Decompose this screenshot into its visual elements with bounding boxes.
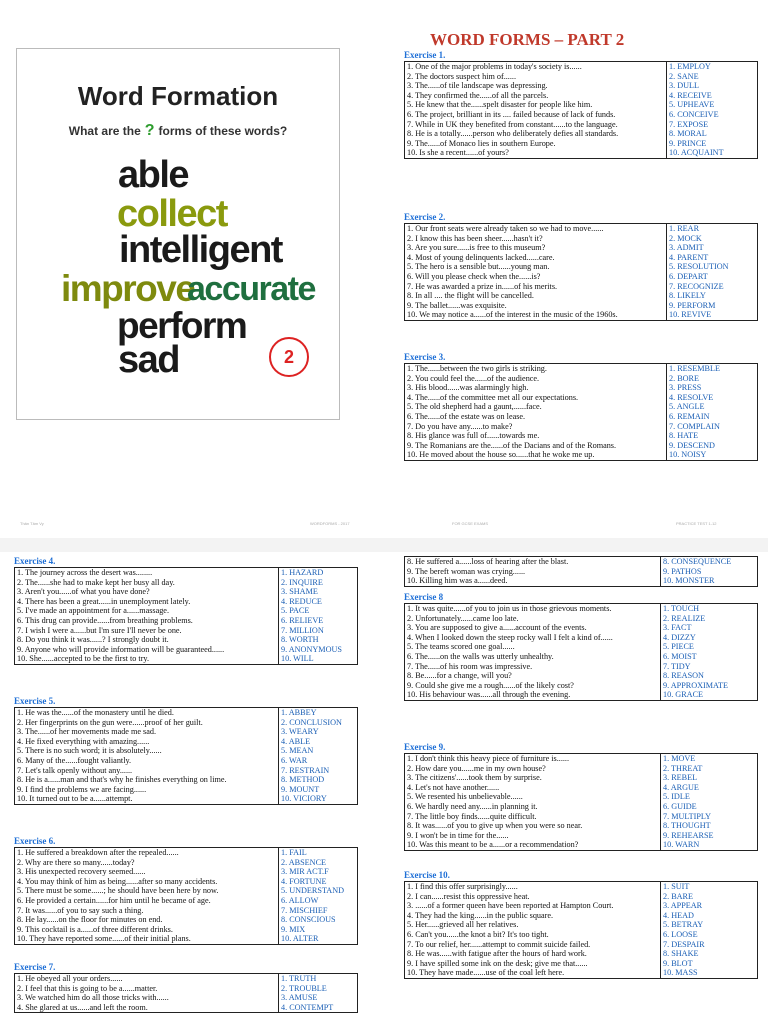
answer-word: 1. MOVE xyxy=(663,754,696,763)
questions-column xyxy=(15,568,279,665)
exercise-5 xyxy=(14,696,358,805)
question-line: 6. The......on the walls was utterly unhealthy. xyxy=(407,651,554,661)
question-line: 10. Was this meant to be a......or a recommendation? xyxy=(407,840,579,850)
question-line: 5. The hero is a sensible but......young man. xyxy=(407,262,550,272)
question-line: 9. The......of Monaco lies in southern Europe. xyxy=(407,138,556,148)
exercise-table xyxy=(404,61,758,159)
answer-word: 10. GRACE xyxy=(663,690,704,700)
answer-word: 2. BORE xyxy=(669,373,700,383)
question-line: 3. The......of her movements made me sad. xyxy=(17,727,156,737)
answer-word: 9. REHEARSE xyxy=(663,830,714,840)
answer-word: 7. RESTRAIN xyxy=(281,765,330,775)
answer-word: 1. TOUCH xyxy=(663,604,700,613)
question-line: 5. We resented his unbelievable...... xyxy=(407,792,523,802)
answer-word: 9. APPROXIMATE xyxy=(663,680,729,690)
questions-column xyxy=(15,974,279,1013)
answer-word: 10. MONSTER xyxy=(663,576,715,586)
answer-word: 10. ALTER xyxy=(281,934,319,944)
question-line: 3. His blood......was alarmingly high. xyxy=(407,383,529,393)
questions-column xyxy=(405,557,661,587)
answer-word: 8. HATE xyxy=(669,431,699,441)
answer-word: 4. FORTUNE xyxy=(281,876,327,886)
question-line: 4. Let's not have another...... xyxy=(407,782,500,792)
exercise-table xyxy=(404,603,758,701)
answer-word: 4. REDUCE xyxy=(281,596,322,606)
answers-column xyxy=(279,974,358,1013)
answer-word: 2. MOCK xyxy=(669,233,702,243)
answer-word: 4. RESOLVE xyxy=(669,392,714,402)
question-line: 4. Most of young delinquents lacked......care. xyxy=(407,252,555,262)
answer-word: 4. ABLE xyxy=(281,736,311,746)
answer-word: 6. GUIDE xyxy=(663,801,697,811)
question-line: 9. I won't be in time for the...... xyxy=(407,830,509,840)
page-divider xyxy=(0,538,768,552)
question-line: 9. I find the problems we are facing...... xyxy=(17,784,147,794)
exercise-1 xyxy=(404,50,758,159)
question-line: 4. She glared at us......and left the room. xyxy=(17,1002,148,1012)
question-line: 9. This cocktail is a......of three different drinks. xyxy=(17,924,173,934)
question-line: 4. The......of the committee met all our expectations. xyxy=(407,392,579,402)
question-line: 6. Many of the......fought valiantly. xyxy=(17,755,132,765)
answer-word: 7. MILLION xyxy=(281,625,324,635)
questions-column xyxy=(405,882,661,979)
answer-word: 2. INQUIRE xyxy=(281,577,323,587)
question-line: 5. The old shepherd had a gaunt,......face. xyxy=(407,402,542,412)
answer-word: 6. MOIST xyxy=(663,651,697,661)
question-line: 4. There has been a great......in unemployment lately. xyxy=(17,596,191,606)
answer-word: 10. WILL xyxy=(281,654,314,664)
question-line: 4. They confirmed the......of all the parcels. xyxy=(407,90,549,100)
exercise-table xyxy=(14,973,358,1013)
exercise-8 xyxy=(404,592,758,701)
answer-word: 8. MORAL xyxy=(669,129,707,139)
answer-word: 3. WEARY xyxy=(281,727,319,737)
answers-column xyxy=(279,568,358,665)
answer-word: 7. MISCHIEF xyxy=(281,905,328,915)
answer-word: 3. APPEAR xyxy=(663,901,703,911)
poster-subtitle-post: forms of these words? xyxy=(158,124,288,138)
question-line: 1. The......between the two girls is striking. xyxy=(407,364,547,373)
answer-word: 4. PARENT xyxy=(669,252,709,262)
answer-word: 3. SHAME xyxy=(281,587,318,597)
question-line: 2. Her fingerprints on the gun were......proof of her guilt. xyxy=(17,717,203,727)
question-line: 3. The citizens'......took them by surprise. xyxy=(407,773,542,783)
answer-word: 10. VICIORY xyxy=(281,794,327,804)
question-line: 7. The little boy finds......quite difficult. xyxy=(407,811,537,821)
question-line: 10. She......accepted to be the first to try. xyxy=(17,654,150,664)
question-line: 10. They have reported some......of their initial plans. xyxy=(17,934,191,944)
question-line: 3. The......of tile landscape was depressing. xyxy=(407,81,548,91)
answer-word: 4. HEAD xyxy=(663,910,694,920)
poster-word-collect: collect xyxy=(117,193,227,235)
questions-column xyxy=(405,62,667,159)
question-line: 1. He was the......of the monastery until he died. xyxy=(17,708,174,717)
question-line: 5. The teams scored one goal...... xyxy=(407,642,515,652)
question-line: 8. It was......of you to give up when you were so near. xyxy=(407,821,583,831)
answer-word: 8. CONSEQUENCE xyxy=(663,557,732,566)
question-line: 3. You are supposed to give a......account of the events. xyxy=(407,623,587,633)
question-line: 6. This drug can provide......from breathing problems. xyxy=(17,615,193,625)
answer-word: 2. CONCLUSION xyxy=(281,717,342,727)
answer-word: 8. REASON xyxy=(663,671,704,681)
answer-word: 1. EMPLOY xyxy=(669,62,711,71)
answers-column xyxy=(661,557,758,587)
answer-word: 6. REMAIN xyxy=(669,411,710,421)
question-line: 3. We watched him do all those tricks with...... xyxy=(17,993,169,1003)
answer-word: 8. SHAKE xyxy=(663,949,699,959)
answer-word: 10. REVIVE xyxy=(669,310,712,320)
questions-column xyxy=(405,604,661,701)
question-line: 10. He moved about the house so......that he woke me up. xyxy=(407,450,595,460)
question-line: 6. We hardly need any......in planning it. xyxy=(407,801,538,811)
question-line: 4. He fixed everything with amazing...... xyxy=(17,736,150,746)
answer-word: 1. SUIT xyxy=(663,882,690,891)
question-line: 3. ......of a former queen have been reported at Hampton Court. xyxy=(407,901,614,911)
question-line: 10. They have made......use of the coal left here. xyxy=(407,968,565,978)
answer-word: 2. REALIZE xyxy=(663,613,706,623)
question-line: 7. Do you have any......to make? xyxy=(407,421,513,431)
question-line: 10. Killing him was a......deed. xyxy=(407,576,508,586)
answer-word: 1. ABBEY xyxy=(281,708,317,717)
exercise-table xyxy=(14,847,358,945)
question-line: 5. He knew that the......spelt disaster for people like him. xyxy=(407,100,593,110)
question-mark-icon: ? xyxy=(144,122,155,139)
question-line: 2. I feel that this is going to be a......matter. xyxy=(17,983,158,993)
page-number-badge: 2 xyxy=(269,337,309,377)
question-line: 5. I've made an appointment for a......massage. xyxy=(17,606,169,616)
answer-word: 3. PRESS xyxy=(669,383,702,393)
question-line: 10. His behaviour was......all through the evening. xyxy=(407,690,571,700)
exercise-title: Exercise 6. xyxy=(14,836,56,846)
exercise-title: Exercise 10. xyxy=(404,870,450,880)
answer-word: 2. SANE xyxy=(669,71,699,81)
question-line: 7. While in UK they benefited from constant......to the language. xyxy=(407,119,618,129)
answer-word: 8. WORTH xyxy=(281,635,319,645)
exercise-title: Exercise 8 xyxy=(404,592,444,602)
answer-word: 3. AMUSE xyxy=(281,993,318,1003)
answer-word: 10. NOISY xyxy=(669,450,707,460)
answer-word: 6. RELIEVE xyxy=(281,615,324,625)
answer-word: 9. MIX xyxy=(281,924,306,934)
question-line: 9. The Romanians are the......of the Dacians and of the Romans. xyxy=(407,440,617,450)
exercise-table xyxy=(404,556,758,587)
question-line: 7. It was......of you to say such a thing. xyxy=(17,905,144,915)
exercise-7-continued xyxy=(404,556,758,587)
answer-word: 2. ABSENCE xyxy=(281,857,327,867)
answer-word: 9. PERFORM xyxy=(669,300,716,310)
question-line: 9. The ballet......was exquisite. xyxy=(407,300,507,310)
answer-word: 5. UNDERSTAND xyxy=(281,886,345,896)
answer-word: 4. CONTEMPT xyxy=(281,1002,334,1012)
answer-word: 4. DIZZY xyxy=(663,632,696,642)
exercise-10 xyxy=(404,870,758,979)
exercise-2 xyxy=(404,212,758,321)
questions-column xyxy=(405,224,667,321)
answer-word: 6. ALLOW xyxy=(281,895,319,905)
answer-word: 6. LOOSE xyxy=(663,929,698,939)
poster-word-improve: improve xyxy=(61,268,195,309)
exercise-table xyxy=(404,363,758,461)
answer-word: 3. REBEL xyxy=(663,773,698,783)
question-line: 6. The......of the estate was on lease. xyxy=(407,411,526,421)
answer-word: 9. DESCEND xyxy=(669,440,715,450)
footer-center: WORDFORMS - 2017 xyxy=(310,521,350,526)
answer-word: 10. ACQUAINT xyxy=(669,148,724,158)
poster-word-perform: perform xyxy=(117,305,247,346)
question-line: 3. Aren't you......of what you have done? xyxy=(17,587,150,597)
word-formation-poster xyxy=(16,48,340,420)
answers-column xyxy=(661,754,758,851)
poster-word-accurate: accurate xyxy=(187,270,315,308)
poster-word-able: able xyxy=(118,154,189,196)
answer-word: 1. HAZARD xyxy=(281,568,324,577)
answer-word: 6. WAR xyxy=(281,755,308,765)
answer-word: 8. THOUGHT xyxy=(663,821,711,831)
question-line: 8. He was......with fatigue after the hours of hard work. xyxy=(407,949,587,959)
exercise-7 xyxy=(14,962,358,1013)
answer-word: 7. DESPAIR xyxy=(663,939,705,949)
question-line: 5. Her......grieved all her relatives. xyxy=(407,920,519,930)
question-line: 5. There must be some......; he should have been here by now. xyxy=(17,886,219,896)
question-line: 4. They had the king......in the public square. xyxy=(407,910,554,920)
question-line: 2. How dare you......me in my own house? xyxy=(407,763,546,773)
answer-word: 8. METHOD xyxy=(281,775,325,785)
question-line: 7. He was awarded a prize in......of his merits. xyxy=(407,281,558,291)
answer-word: 7. TIDY xyxy=(663,661,691,671)
answer-word: 2. THREAT xyxy=(663,763,703,773)
answer-word: 5. MEAN xyxy=(281,746,314,756)
answer-word: 5. PACE xyxy=(281,606,310,616)
exercise-table xyxy=(14,707,358,805)
answer-word: 10. MASS xyxy=(663,968,698,978)
questions-column xyxy=(15,848,279,945)
question-line: 9. Anyone who will provide information will be guaranteed...... xyxy=(17,644,225,654)
question-line: 6. He provided a certain......for him until he became of age. xyxy=(17,895,211,905)
answer-word: 3. FACT xyxy=(663,623,692,633)
answer-word: 9. ANONYMOUS xyxy=(281,644,342,654)
question-line: 5. There is no such word; it is absolutely...... xyxy=(17,746,162,756)
questions-column xyxy=(405,754,661,851)
exercise-title: Exercise 4. xyxy=(14,556,56,566)
answer-word: 1. REAR xyxy=(669,224,700,233)
answer-word: 1. FAIL xyxy=(281,848,307,857)
poster-subtitle-pre: What are the xyxy=(68,124,141,138)
question-line: 8. He suffered a......loss of hearing after the blast. xyxy=(407,557,569,566)
answer-word: 5. ANGLE xyxy=(669,402,705,412)
question-line: 9. I have spilled some ink on the desk; give me that...... xyxy=(407,958,588,968)
answer-word: 7. MULTIPLY xyxy=(663,811,712,821)
answer-word: 6. CONCEIVE xyxy=(669,109,719,119)
question-line: 1. I don't think this heavy piece of furniture is...... xyxy=(407,754,570,763)
answer-word: 5. RESOLUTION xyxy=(669,262,729,272)
exercise-table xyxy=(404,753,758,851)
question-line: 10. Is she a recent......of yours? xyxy=(407,148,509,158)
answers-column xyxy=(667,224,758,321)
question-line: 2. The doctors suspect him of...... xyxy=(407,71,516,81)
exercise-table xyxy=(404,881,758,979)
answer-word: 6. DEPART xyxy=(669,271,708,281)
question-line: 8. He is a totally......person who deliberately defies all standards. xyxy=(407,129,619,139)
answers-column xyxy=(661,604,758,701)
answers-column xyxy=(279,848,358,945)
answer-word: 9. BLOT xyxy=(663,958,693,968)
answers-column xyxy=(667,364,758,461)
question-line: 6. Can't you......the knot a bit? It's too tight. xyxy=(407,929,549,939)
answers-column xyxy=(667,62,758,159)
question-line: 7. To our relief, her......attempt to commit suicide failed. xyxy=(407,939,591,949)
question-line: 1. It was quite......of you to join us in those grievous moments. xyxy=(407,604,612,613)
questions-column xyxy=(15,708,279,805)
page-title: WORD FORMS – PART 2 xyxy=(430,30,625,49)
questions-column xyxy=(405,364,667,461)
answer-word: 9. PATHOS xyxy=(663,566,702,576)
poster-word-intelligent: intelligent xyxy=(119,229,282,271)
question-line: 10. We may notice a......of the interest in the music of the 1960s. xyxy=(407,310,618,320)
answer-word: 1. TRUTH xyxy=(281,974,317,983)
exercise-title: Exercise 9. xyxy=(404,742,446,752)
exercise-9 xyxy=(404,742,758,851)
answer-word: 7. RECOGNIZE xyxy=(669,281,724,291)
question-line: 6. Will you please check when the......is? xyxy=(407,271,541,281)
answer-word: 7. EXPOSE xyxy=(669,119,709,129)
poster-word-sad: sad xyxy=(118,339,179,381)
question-line: 7. The......of his room was impressive. xyxy=(407,661,533,671)
question-line: 8. In all .... the flight will be cancelled. xyxy=(407,291,534,301)
answer-word: 4. ARGUE xyxy=(663,782,699,792)
question-line: 2. Unfortunately......came loo late. xyxy=(407,613,519,623)
question-line: 8. Do you think it was......? I strongly doubt it. xyxy=(17,635,169,645)
question-line: 6. The project, brilliant in its .... failed because of lack of funds. xyxy=(407,109,616,119)
answer-word: 9. PRINCE xyxy=(669,138,707,148)
question-line: 3. Are you sure......is free to this museum? xyxy=(407,243,546,253)
question-line: 3. His unexpected recovery seemed...... xyxy=(17,867,146,877)
answer-word: 4. RECEIVE xyxy=(669,90,712,100)
answer-word: 5. IDLE xyxy=(663,792,690,802)
question-line: 8. He is a......man and that's why he finishes everything on lime. xyxy=(17,775,227,785)
question-line: 1. The journey across the desert was........ xyxy=(17,568,153,577)
exercise-6 xyxy=(14,836,358,945)
exercise-title: Exercise 3. xyxy=(404,352,446,362)
question-line: 2. The......she had to make kept her busy all day. xyxy=(17,577,175,587)
question-line: 1. He suffered a breakdown after the repealed...... xyxy=(17,848,179,857)
answer-word: 2. TROUBLE xyxy=(281,983,327,993)
question-line: 9. The bereft woman was crying...... xyxy=(407,566,526,576)
exercise-title: Exercise 1. xyxy=(404,50,446,60)
answers-column xyxy=(279,708,358,805)
answer-word: 8. LIKELY xyxy=(669,291,706,301)
answer-word: 3. DULL xyxy=(669,81,700,91)
answer-word: 9. MOUNT xyxy=(281,784,320,794)
question-line: 7. I wish I were a......but I'm sure I'll never be one. xyxy=(17,625,182,635)
exercise-4 xyxy=(14,556,358,665)
answer-word: 5. PIECE xyxy=(663,642,694,652)
question-line: 1. Our front seats were already taken so we had to move...... xyxy=(407,224,604,233)
question-line: 8. Be......for a change, will you? xyxy=(407,671,512,681)
answer-word: 3. ADMIT xyxy=(669,243,704,253)
exercise-3 xyxy=(404,352,758,461)
answer-word: 2. BARE xyxy=(663,891,694,901)
answer-word: 3. MIR ACT.F xyxy=(281,867,329,877)
question-line: 8. His glance was full of......towards me. xyxy=(407,431,540,441)
question-line: 2. I can......resist this oppressive heat. xyxy=(407,891,530,901)
answer-word: 5. BETRAY xyxy=(663,920,704,930)
answer-word: 1. RESEMBLE xyxy=(669,364,720,373)
poster-title: Word Formation xyxy=(77,81,279,111)
question-line: 2. You could feel the......of the audience. xyxy=(407,373,540,383)
question-line: 10. It turned out to be a......attempt. xyxy=(17,794,133,804)
answer-word: 10. WARN xyxy=(663,840,700,850)
question-line: 1. He obeyed all your orders...... xyxy=(17,974,123,983)
question-line: 1. One of the major problems in today's society is...... xyxy=(407,62,582,71)
question-line: 1. I find this offer surprisingly...... xyxy=(407,882,518,891)
exercise-title: Exercise 7. xyxy=(14,962,56,972)
poster-subtitle xyxy=(17,122,339,140)
question-line: 9. Could she give me a rough......of the likely cost? xyxy=(407,680,574,690)
exercise-table xyxy=(404,223,758,321)
question-line: 2. Why are there so many......today? xyxy=(17,857,135,867)
question-line: 4. You may think of him as being......after so many accidents. xyxy=(17,876,218,886)
answer-word: 5. UPHEAVE xyxy=(669,100,715,110)
question-line: 2. I know this has been sheer......hasn't it? xyxy=(407,233,543,243)
exercise-table xyxy=(14,567,358,665)
answer-word: 7. COMPLAIN xyxy=(669,421,720,431)
answers-column xyxy=(661,882,758,979)
footer-test: PRACTICE TEST 1-12 xyxy=(676,521,717,526)
question-line: 8. He lay......on the floor for minutes on end. xyxy=(17,915,163,925)
question-line: 4. When I looked down the steep rocky wall I felt a kind of...... xyxy=(407,632,613,642)
answer-word: 8. CONSCIOUS xyxy=(281,915,336,925)
footer-author: Thân Tâm Vy xyxy=(20,521,44,526)
exercise-title: Exercise 5. xyxy=(14,696,56,706)
exercise-title: Exercise 2. xyxy=(404,212,446,222)
footer-exam: FOR GCSE EXAMS xyxy=(452,521,489,526)
question-line: 7. Let's talk openly without any...... xyxy=(17,765,133,775)
